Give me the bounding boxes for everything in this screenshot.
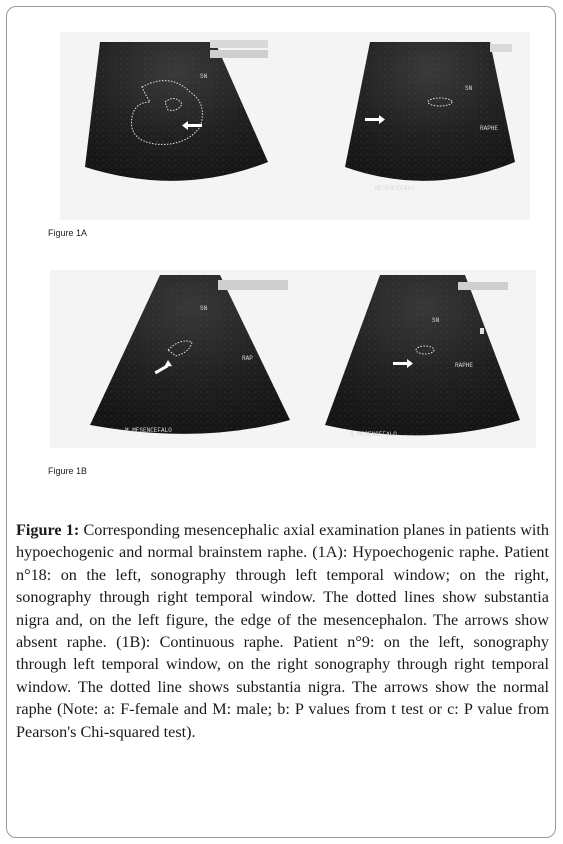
sn-label: SN	[200, 73, 208, 80]
sn-label: SN	[465, 85, 473, 92]
caption-label: Figure 1:	[16, 521, 80, 539]
raphe-label: RAPHE	[455, 362, 474, 369]
figure-1b-sublabel: Figure 1B	[48, 466, 88, 476]
figure-1a-sublabel: Figure 1A	[48, 228, 88, 238]
mesencefalo-label: MESENCEFALO	[375, 185, 415, 192]
sn-label: SN	[432, 317, 440, 324]
figure-1b-images	[50, 270, 536, 448]
figure-caption	[16, 519, 549, 743]
sonogram-1a-right	[345, 42, 515, 192]
figure-1a-images	[60, 32, 530, 220]
figure-1b-panel	[50, 270, 536, 448]
sn-label: SN	[200, 305, 208, 312]
mesencefalo-label: N MESENCEFALO	[350, 431, 397, 438]
raphe-label: RAPHE	[480, 125, 499, 132]
raphe-partial-label: RAP	[242, 355, 253, 362]
caption-text: Corresponding mesencephalic axial examination planes in patients with hypoechogenic and normal brainstem raphe. (1A): Hypoechogenic raphe. Patient n°18: on the left, sonography through left temporal window; on the right, sonography through right temporal window. The dotted lines show substantia nigra and, on the left figure, the edge of the mesencephalon. The arrows show absent raphe. (1B): Continuous raphe. Patient n°9: on the left, sonography through left temporal window, on the right sonography through right temporal window. The dotted line shows substantia nigra. The arrows show the normal raphe (Note: a: F-female and M: male; b: P values from t test or c: P value from Pearson's Chi-squared test).	[16, 521, 550, 741]
sonogram-1b-left	[90, 275, 290, 434]
figure-1a-panel	[60, 32, 530, 220]
sonogram-1a-left	[85, 40, 268, 181]
sonogram-1b-right	[325, 275, 520, 438]
mesencefalo-label: M MESENCEFALO	[125, 427, 172, 434]
